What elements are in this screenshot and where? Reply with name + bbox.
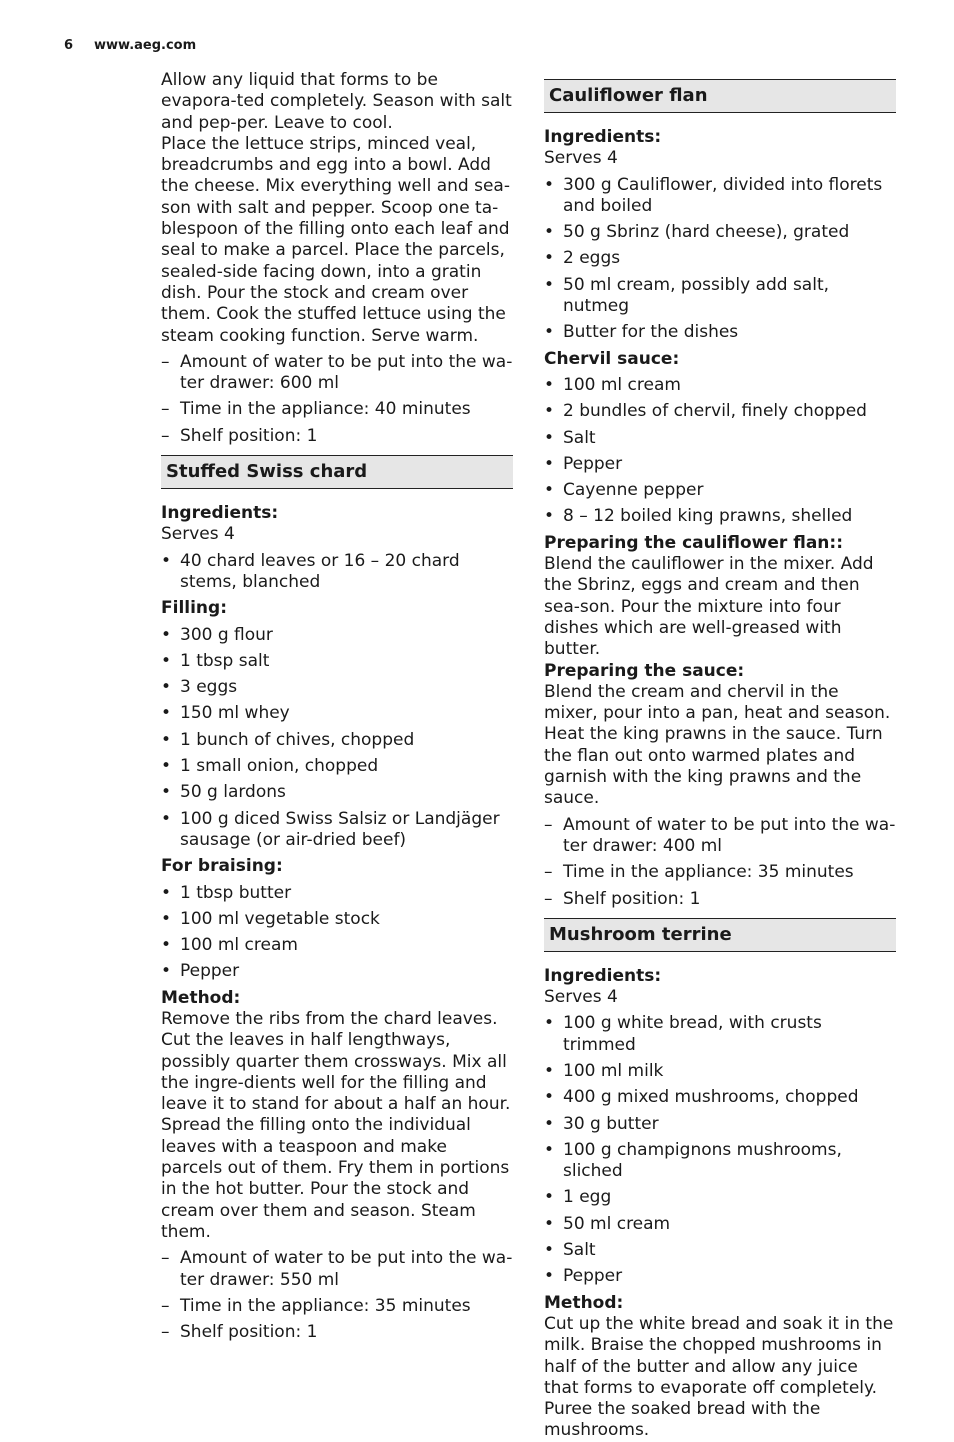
list-item: – Amount of water to be put into the wa-ter drawer: 400 ml [544, 815, 896, 858]
list-item: • 1 small onion, chopped [161, 756, 513, 777]
serves-text: Serves 4 [161, 524, 235, 545]
steps-list [161, 1248, 513, 1343]
filling-label: Filling: [161, 598, 227, 619]
list-item: – Amount of water to be put into the wa-ter drawer: 600 ml [161, 352, 513, 395]
page-number: 6 [64, 38, 74, 53]
serves-text: Serves 4 [544, 987, 618, 1008]
list-item: • 1 tbsp butter [161, 883, 513, 904]
method-text: Remove the ribs from the chard leaves. Cut the leaves in half lengthways, possibly quarter them crossways. Mix all the ingre-dients well for the filling and leave it to stand for about a half an hour. Spread the filling onto the individual leaves with a teaspoon and make parcels out of them. Fry them in portions in the hot butter. Pour the stock and cream over them and season. Steam them. [161, 1008, 511, 1242]
left-column [161, 70, 513, 1348]
sauce-list [544, 375, 896, 528]
list-item: • 30 g butter [544, 1114, 896, 1135]
list-item: • Pepper [544, 454, 896, 475]
list-item: • 1 bunch of chives, chopped [161, 730, 513, 751]
list-item: • 50 g Sbrinz (hard cheese), grated [544, 222, 896, 243]
list-item: • 50 g lardons [161, 782, 513, 803]
method-text: Cut up the white bread and soak it in the milk. Braise the chopped mushrooms in half of the butter and allow any juice that forms to evaporate off completely. Puree the soaked bread with the mushrooms. [544, 1313, 894, 1441]
braising-list [161, 883, 513, 983]
list-item: • 100 g white bread, with crusts trimmed [544, 1013, 896, 1056]
ingredient-list [544, 175, 896, 344]
method-label: Method: [544, 1292, 624, 1313]
filling-list [161, 625, 513, 852]
list-item: • 100 ml vegetable stock [161, 909, 513, 930]
list-item: • 8 – 12 boiled king prawns, shelled [544, 506, 896, 527]
list-item: • 2 eggs [544, 248, 896, 269]
list-item: • Pepper [544, 1266, 896, 1287]
prep-sauce-label: Preparing the sauce: [544, 660, 745, 681]
section-title-mushroom: Mushroom terrine [544, 918, 896, 952]
site-url: www.aeg.com [94, 38, 197, 53]
list-item: – Time in the appliance: 40 minutes [161, 399, 513, 420]
list-item: • 2 bundles of chervil, finely chopped [544, 401, 896, 422]
list-item: – Time in the appliance: 35 minutes [161, 1296, 513, 1317]
method-label: Method: [161, 987, 241, 1008]
list-item: • 150 ml whey [161, 703, 513, 724]
intro-paragraph-2: Place the lettuce strips, minced veal, breadcrumbs and egg into a bowl. Add the cheese. Mix everything well and sea-son with salt and pepper. Scoop one ta-blespoon of the filling onto each leaf and seal to make a parcel. Place the parcels, sealed-side facing down, into a gratin dish. Pour the stock and cream over them. Cook the stuffed lettuce using the steam cooking function. Serve warm. [161, 133, 510, 346]
list-item: • 50 ml cream [544, 1214, 896, 1235]
list-item: • 100 g diced Swiss Salsiz or Landjäger sausage (or air-dried beef) [161, 809, 513, 852]
list-item: • 100 ml cream [544, 375, 896, 396]
list-item: • 100 ml milk [544, 1061, 896, 1082]
list-item: • 1 tbsp salt [161, 651, 513, 672]
list-item: • 50 ml cream, possibly add salt, nutmeg [544, 275, 896, 318]
page-header [64, 38, 196, 53]
list-item: • 400 g mixed mushrooms, chopped [544, 1087, 896, 1108]
intro-steps [161, 352, 513, 447]
list-item: • Salt [544, 428, 896, 449]
section-title-swiss-chard: Stuffed Swiss chard [161, 455, 513, 489]
list-item: • 3 eggs [161, 677, 513, 698]
list-item: • Pepper [161, 961, 513, 982]
prep-sauce-text: Blend the cream and chervil in the mixer, pour into a pan, heat and season. Heat the king prawns in the sauce. Turn the flan out onto warmed plates and garnish with the king prawns and the sauce. [544, 681, 891, 809]
list-item: • 300 g flour [161, 625, 513, 646]
list-item: • 100 g champignons mushrooms, sliched [544, 1140, 896, 1183]
list-item: • 40 chard leaves or 16 – 20 chard stems, blanched [161, 551, 513, 594]
serves-text: Serves 4 [544, 148, 618, 169]
braising-label: For braising: [161, 856, 283, 877]
list-item: • 1 egg [544, 1187, 896, 1208]
ingredients-label: Ingredients: [544, 965, 662, 986]
list-item: – Time in the appliance: 35 minutes [544, 862, 896, 883]
list-item: – Amount of water to be put into the wa-ter drawer: 550 ml [161, 1248, 513, 1291]
sauce-label: Chervil sauce: [544, 348, 680, 369]
list-item: • Salt [544, 1240, 896, 1261]
section-title-cauliflower: Cauliflower flan [544, 79, 896, 113]
list-item: • Butter for the dishes [544, 322, 896, 343]
list-item: • 100 ml cream [161, 935, 513, 956]
prep-flan-label: Preparing the cauliflower flan:: [544, 532, 843, 553]
steps-list [544, 815, 896, 910]
right-column [544, 79, 896, 1442]
ingredients-label: Ingredients: [161, 503, 279, 524]
list-item: – Shelf position: 1 [161, 1322, 513, 1343]
intro-paragraph: Allow any liquid that forms to be evapora-ted completely. Season with salt and pep-per. Leave to cool. [161, 70, 512, 133]
ingredient-list [544, 1013, 896, 1287]
list-item: – Shelf position: 1 [544, 889, 896, 910]
prep-flan-text: Blend the cauliflower in the mixer. Add the Sbrinz, eggs and cream and then sea-son. Pour the mixture into four dishes which are well-greased with butter. [544, 554, 874, 660]
ingredient-list [161, 551, 513, 594]
list-item: • 300 g Cauliflower, divided into florets and boiled [544, 175, 896, 218]
ingredients-label: Ingredients: [544, 127, 662, 147]
list-item: – Shelf position: 1 [161, 426, 513, 447]
list-item: • Cayenne pepper [544, 480, 896, 501]
